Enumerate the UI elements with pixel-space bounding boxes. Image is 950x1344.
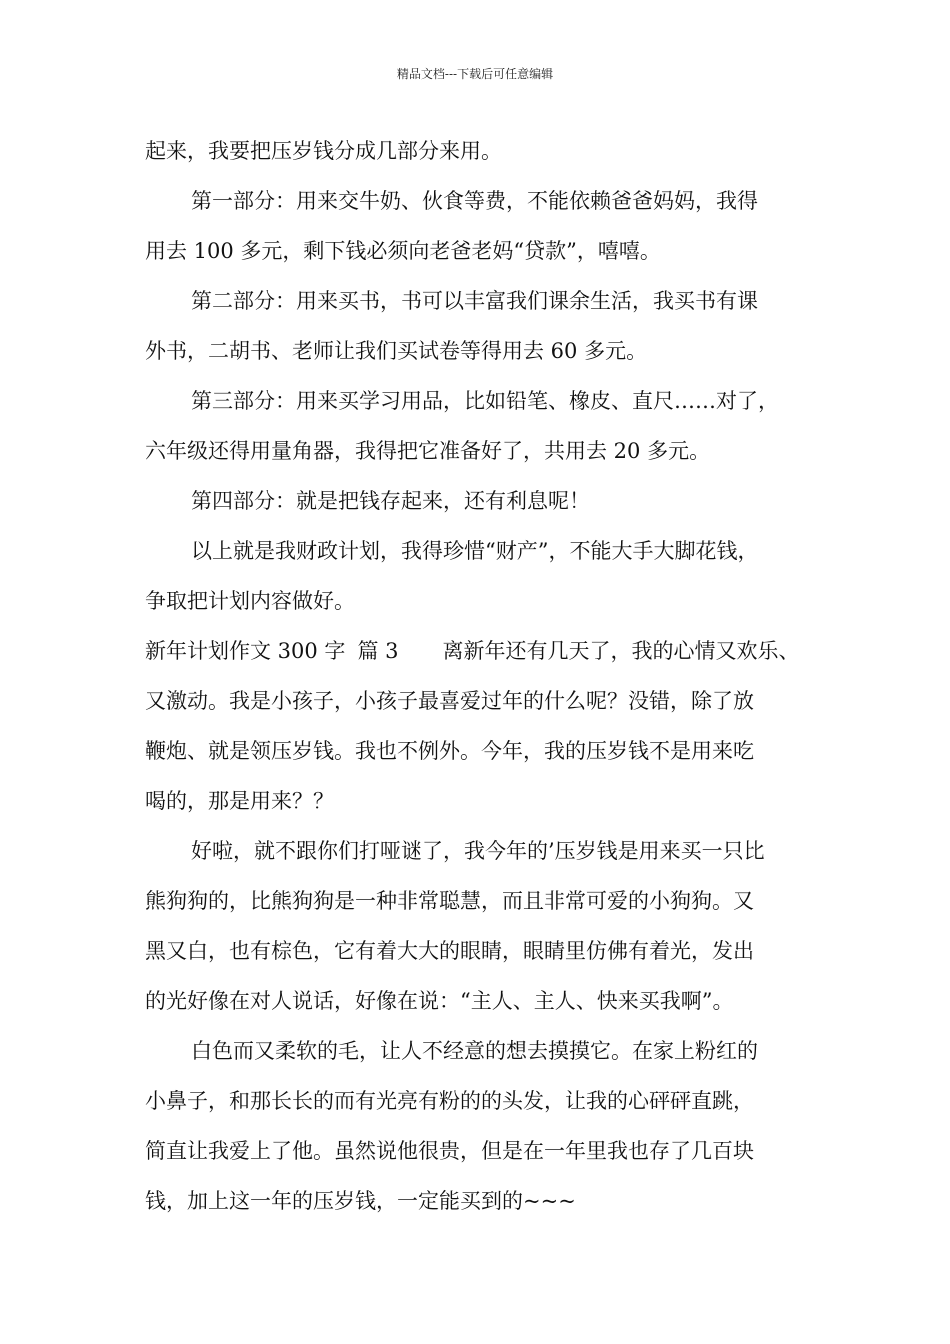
text-line: 六年级还得用量角器，我得把它准备好了，共用去 20 多元。 <box>145 439 711 463</box>
paragraph-part-one: 第一部分：用来交牛奶、伙食等费，不能依赖爸爸妈妈，我得 <box>191 189 758 213</box>
paragraph-summary: 以上就是我财政计划，我得珍惜“财产”，不能大手大脚花钱， <box>191 539 759 563</box>
text-line: 争取把计划内容做好。 <box>145 589 355 613</box>
section-number: 篇 3 <box>357 639 399 663</box>
section-title: 新年计划作文 300 字 <box>145 639 346 663</box>
text-line: 的光好像在对人说话，好像在说：“主人、主人、快来买我啊”。 <box>145 989 734 1013</box>
text-line: 简直让我爱上了他。虽然说他很贵，但是在一年里我也存了几百块 <box>145 1139 754 1163</box>
section-heading-line <box>145 626 820 676</box>
text-line: 鞭炮、就是领压岁钱。我也不例外。今年，我的压岁钱不是用来吃 <box>145 739 754 763</box>
text-line: 钱，加上这一年的压岁钱，一定能买到的~~~ <box>145 1189 576 1213</box>
paragraph-dog: 好啦，就不跟你们打哑谜了，我今年的’压岁钱是用来买一只比 <box>191 839 765 863</box>
paragraph-part-four: 第四部分：就是把钱存起来，还有利息呢！ <box>191 489 590 513</box>
text-line: 熊狗狗的，比熊狗狗是一种非常聪慧，而且非常可爱的小狗狗。又 <box>145 889 754 913</box>
section-first-line: 离新年还有几天了，我的心情又欢乐、 <box>442 639 800 663</box>
text-line: 外书，二胡书、老师让我们买试卷等得用去 60 多元。 <box>145 339 648 363</box>
text-line: 喝的，那是用来？？ <box>145 789 334 813</box>
text-line: 又激动。我是小孩子，小孩子最喜爱过年的什么呢？没错，除了放 <box>145 689 754 713</box>
paragraph-fur: 白色而又柔软的毛，让人不经意的想去摸摸它。在家上粉红的 <box>191 1039 758 1063</box>
text-line: 黑又白，也有棕色，它有着大大的眼睛，眼睛里仿佛有着光，发出 <box>145 939 754 963</box>
paragraph-part-two: 第二部分：用来买书，书可以丰富我们课余生活，我买书有课 <box>191 289 758 313</box>
document-body <box>145 126 820 1226</box>
text-line: 起来，我要把压岁钱分成几部分来用。 <box>145 139 502 163</box>
text-line: 用去 100 多元，剩下钱必须向老爸老妈“贷款”，嘻嘻。 <box>145 239 661 263</box>
paragraph-part-three: 第三部分：用来买学习用品，比如铅笔、橡皮、直尺……对了， <box>191 389 779 413</box>
text-line: 小鼻子，和那长长的而有光亮有粉的的头发，让我的心砰砰直跳， <box>145 1089 754 1113</box>
page-header: 精品文档---下载后可任意编辑 <box>396 67 554 81</box>
